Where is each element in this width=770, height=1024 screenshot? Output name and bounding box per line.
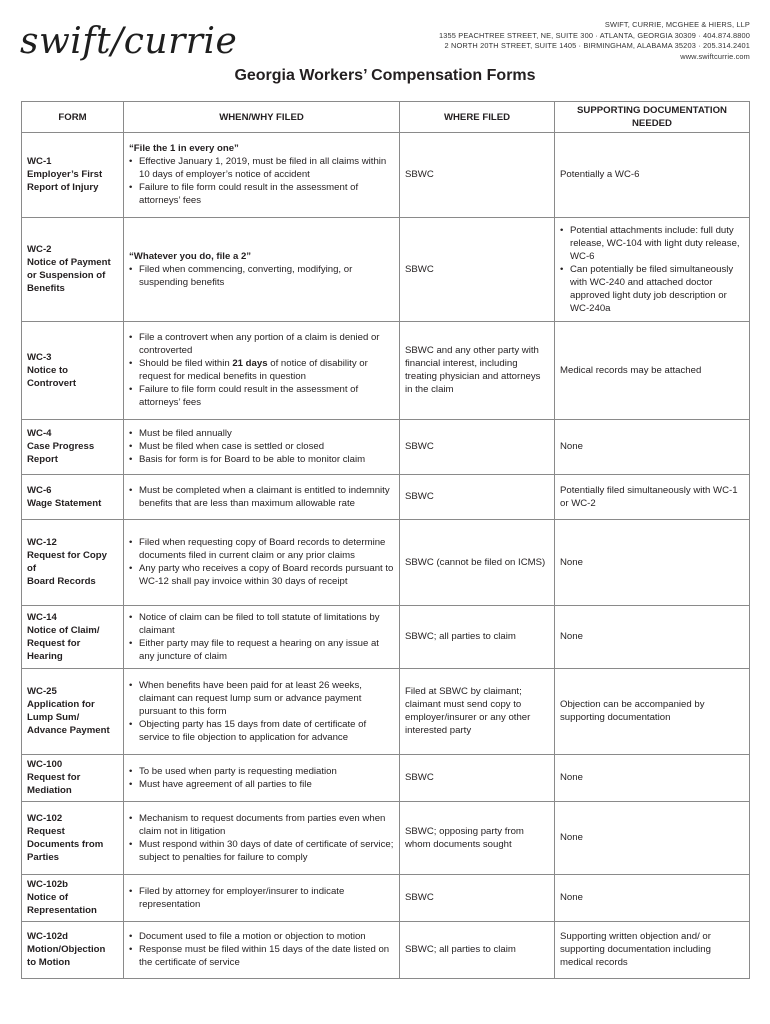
bullet-item: • Mechanism to request documents from parties even when claim not in litigation: [129, 812, 394, 838]
form-name-line: Parties: [27, 851, 59, 863]
when-why-cell: [124, 606, 400, 669]
form-name-line: Notice of: [27, 892, 69, 903]
table-row: [22, 475, 750, 520]
docs-cell: Medical records may be attached: [555, 322, 750, 420]
table-row: [22, 322, 750, 420]
form-cell: [22, 218, 124, 322]
bullet-text: of notice of disability or request for medical benefits in question: [139, 358, 368, 382]
docs-cell: Potentially filed simultaneously with WC-1 or WC-2: [555, 475, 750, 520]
form-cell: [22, 922, 124, 979]
form-name-line: Notice to Controvert: [27, 364, 77, 389]
where-cell: SBWC: [400, 755, 555, 802]
where-cell: SBWC: [400, 875, 555, 922]
bullet-item: • Response must be filed within 15 days of the date listed on the certificate of service: [129, 943, 394, 969]
form-code: WC-4: [27, 428, 52, 439]
bullet-item: • Notice of claim can be filed to toll statute of limitations by claimant: [129, 611, 394, 637]
when-why-cell: [124, 520, 400, 606]
table-row: [22, 420, 750, 475]
table-row: [22, 755, 750, 802]
when-why-cell: [124, 475, 400, 520]
bullet-item: • Failure to file form could result in the assessment of attorneys’ fees: [129, 181, 394, 207]
form-name-line: Request: [27, 825, 65, 837]
form-name-line: Lump Sum/: [27, 712, 80, 723]
when-why-cell: [124, 802, 400, 875]
form-name-line: Notice of Claim/: [27, 624, 100, 636]
form-name-line: to Motion: [27, 957, 71, 968]
docs-cell: None: [555, 420, 750, 475]
where-cell: SBWC; opposing party from whom documents sought: [400, 802, 555, 875]
column-header-form: FORM: [22, 102, 124, 133]
bullet-item: • Must be filed when case is settled or closed: [129, 440, 394, 453]
birmingham-address: 2 NORTH 20TH STREET, SUITE 1405 · BIRMINGHAM, ALABAMA 35203 · 205.314.2401: [444, 41, 750, 51]
table-row: [22, 875, 750, 922]
firm-website-link[interactable]: www.swiftcurrie.com: [680, 51, 750, 61]
table-row: [22, 669, 750, 755]
bullet-item: • Failure to file form could result in the assessment of attorneys’ fees: [129, 383, 394, 409]
bullet-item: • Document used to file a motion or objection to motion: [129, 930, 394, 943]
form-code: WC-12: [27, 537, 57, 548]
where-cell: Filed at SBWC by claimant; claimant must send copy to employer/insurer or any other interested party: [400, 669, 555, 755]
page-header: [0, 0, 770, 100]
table-row: [22, 133, 750, 218]
bullet-item: • When benefits have been paid for at least 26 weeks, claimant can request lump sum or advance payment pursuant to this form: [129, 679, 394, 718]
form-name-line: Request for Hearing: [27, 637, 81, 662]
docs-cell: None: [555, 875, 750, 922]
when-why-cell: [124, 218, 400, 322]
bullet-item: • Filed by attorney for employer/insurer to indicate representation: [129, 885, 394, 911]
bullet-item: [129, 357, 394, 383]
docs-cell: None: [555, 606, 750, 669]
when-why-cell: [124, 875, 400, 922]
firm-logo: swift/currie: [20, 21, 238, 62]
when-why-cell: [124, 669, 400, 755]
form-name-line: or Suspension of: [27, 270, 106, 281]
table-row: [22, 218, 750, 322]
bullet-item: • Either party may file to request a hearing on any issue at any juncture of claim: [129, 637, 394, 663]
bullet-item: • Basis for form is for Board to be able to monitor claim: [129, 453, 394, 466]
bullet-item: • Must respond within 30 days of date of certificate of service; subject to penalties for failure to comply: [129, 838, 394, 864]
docs-cell: [555, 218, 750, 322]
docs-cell: None: [555, 755, 750, 802]
form-code: WC-102b: [27, 879, 69, 890]
form-cell: [22, 606, 124, 669]
where-cell: SBWC; all parties to claim: [400, 922, 555, 979]
form-code: WC-100: [27, 759, 63, 770]
table-row: [22, 802, 750, 875]
form-cell: [22, 133, 124, 218]
form-name-line: Application for: [27, 699, 95, 710]
where-cell: SBWC: [400, 218, 555, 322]
form-code: WC-1: [27, 156, 52, 167]
form-cell: [22, 420, 124, 475]
form-cell: [22, 322, 124, 420]
form-name-line: Wage Statement: [27, 497, 102, 509]
form-name-line: Documents from: [27, 838, 104, 850]
column-header-where: WHERE FILED: [400, 102, 555, 133]
form-name-line: Board Records: [27, 576, 96, 587]
when-why-cell: [124, 420, 400, 475]
bullet-item: • Effective January 1, 2019, must be filed in all claims within 10 days of employer’s notice of accident: [129, 155, 394, 181]
form-code: WC-25: [27, 686, 57, 697]
form-name-line: Request for Copy of: [27, 550, 107, 574]
form-code: WC-102d: [27, 931, 69, 942]
when-why-cell: [124, 133, 400, 218]
form-cell: [22, 755, 124, 802]
form-name-line: Case Progress: [27, 441, 95, 452]
where-cell: SBWC: [400, 420, 555, 475]
bullet-text: Should be filed within: [139, 358, 233, 369]
form-name-line: Advance Payment: [27, 725, 110, 736]
form-code: WC-102: [27, 812, 63, 824]
form-cell: [22, 669, 124, 755]
table-header-row: [22, 102, 750, 133]
form-name-line: Motion/Objection: [27, 944, 106, 955]
bullet-item: • Filed when commencing, converting, modifying, or suspending benefits: [129, 263, 394, 289]
form-code: WC-14: [27, 611, 57, 623]
form-name-line: Notice of Payment: [27, 257, 111, 268]
where-cell: SBWC (cannot be filed on ICMS): [400, 520, 555, 606]
page-title: Georgia Workers’ Compensation Forms: [234, 67, 536, 84]
form-name-line: Report: [27, 454, 58, 465]
bullet-item: • Any party who receives a copy of Board records pursuant to WC-12 shall pay invoice within 30 days of receipt: [129, 562, 394, 588]
column-header-when-why: WHEN/WHY FILED: [124, 102, 400, 133]
bullet-item: • Must have agreement of all parties to file: [129, 778, 394, 791]
docs-cell: None: [555, 802, 750, 875]
forms-table: [21, 101, 750, 979]
table-row: [22, 606, 750, 669]
column-header-docs: SUPPORTING DOCUMENTATION NEEDED: [555, 102, 750, 133]
form-name-line: Report of Injury: [27, 182, 99, 193]
bullet-item: • Potential attachments include: full duty release, WC-104 with light duty release, WC-6: [560, 224, 744, 263]
form-code: WC-6: [27, 484, 52, 496]
form-cell: [22, 475, 124, 520]
when-why-cell: [124, 755, 400, 802]
docs-cell: None: [555, 520, 750, 606]
deadline-highlight: 21 days: [232, 358, 268, 369]
bullet-item: • Must be completed when a claimant is entitled to indemnity benefits that are less than maximum allowable rate: [129, 484, 394, 510]
form-quote: “Whatever you do, file a 2”: [129, 250, 252, 262]
bullet-item: • Must be filed annually: [129, 427, 394, 440]
form-name-line: Employer’s First: [27, 169, 103, 180]
bullet-item: • File a controvert when any portion of a claim is denied or controverted: [129, 331, 394, 357]
firm-contact-block: [439, 20, 750, 62]
table-row: [22, 520, 750, 606]
form-quote: “File the 1 in every one”: [129, 143, 239, 154]
form-cell: [22, 875, 124, 922]
form-name-line: Request for: [27, 772, 81, 783]
when-why-cell: [124, 922, 400, 979]
when-why-cell: [124, 322, 400, 420]
docs-cell: Supporting written objection and/ or supporting documentation including medical records: [555, 922, 750, 979]
where-cell: SBWC: [400, 475, 555, 520]
form-name-line: Benefits: [27, 283, 65, 294]
table-row: [22, 922, 750, 979]
form-cell: [22, 520, 124, 606]
bullet-item: • To be used when party is requesting mediation: [129, 765, 394, 778]
atlanta-address: 1355 PEACHTREE STREET, NE, SUITE 300 · ATLANTA, GEORGIA 30309 · 404.874.8800: [439, 30, 750, 40]
bullet-item: • Can potentially be filed simultaneously with WC-240 and attached doctor approved light duty job description or WC-240a: [560, 263, 744, 315]
docs-cell: Objection can be accompanied by supporting documentation: [555, 669, 750, 755]
form-cell: [22, 802, 124, 875]
where-cell: SBWC and any other party with financial interest, including treating physician and attorneys in the claim: [400, 322, 555, 420]
form-code: WC-2: [27, 244, 52, 255]
form-name-line: Representation: [27, 905, 97, 916]
bullet-item: • Filed when requesting copy of Board records to determine documents filed in current claim or any prior claims: [129, 536, 394, 562]
docs-cell: Potentially a WC-6: [555, 133, 750, 218]
form-code: WC-3: [27, 351, 52, 363]
where-cell: SBWC: [400, 133, 555, 218]
form-name-line: Mediation: [27, 785, 72, 796]
firm-name: SWIFT, CURRIE, MCGHEE & HIERS, LLP: [604, 20, 750, 29]
bullet-item: • Objecting party has 15 days from date of certificate of service to file objection to application for advance: [129, 718, 394, 744]
where-cell: SBWC; all parties to claim: [400, 606, 555, 669]
